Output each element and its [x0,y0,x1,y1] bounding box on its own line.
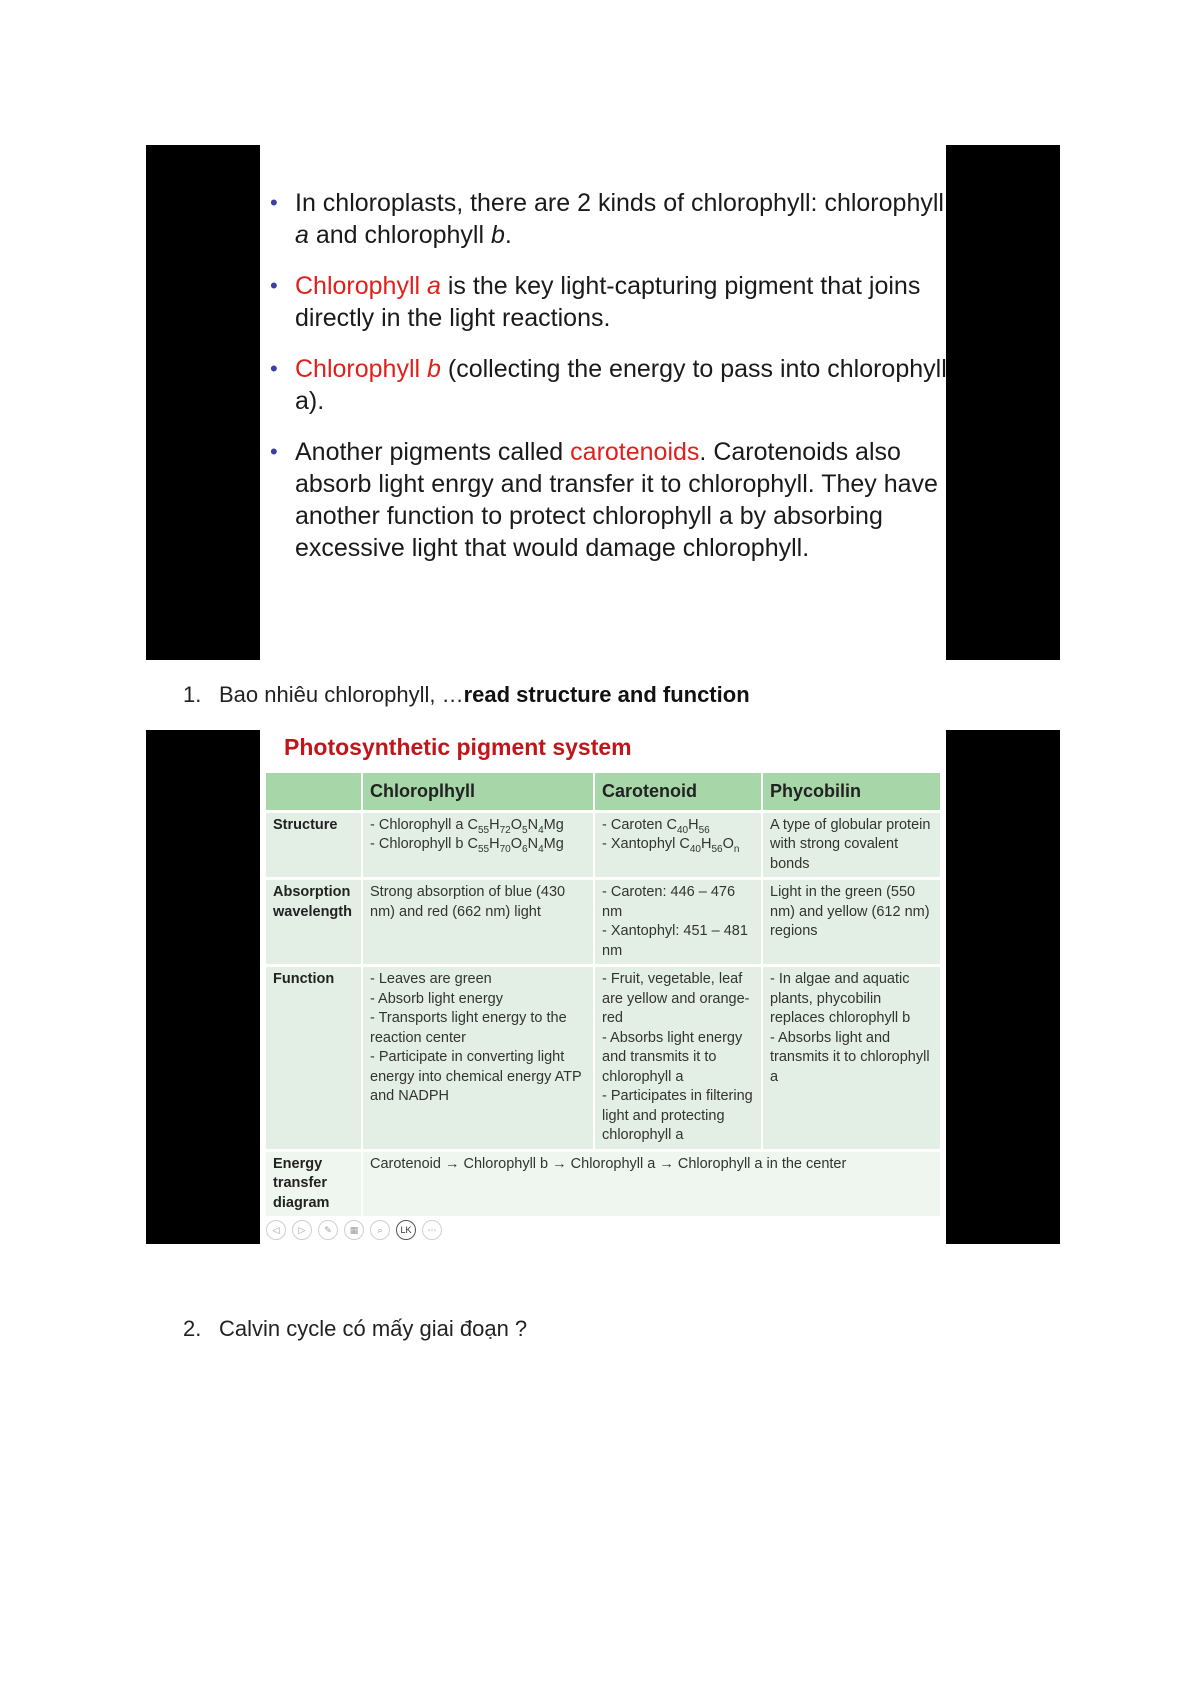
bullet-text-segment: (collecting the energy to pass into chlorophyll a). [295,355,947,415]
table-cell: - Caroten $C_{40}H_{56}$ - Xantophyl $C_{40}H_{56}O_n$ [594,811,762,879]
grid-icon[interactable]: ▦ [344,1220,364,1240]
slide-right-black-bar [946,145,1060,660]
table-row [266,966,941,1151]
zoom-icon[interactable]: ⌕ [370,1220,390,1240]
table-header-cell: Chloroplhyll [362,773,594,811]
table-cell: Light in the green (550 nm) and yellow (612 nm) regions [762,879,941,966]
bullet-dot-icon: • [270,273,278,298]
slide-left-black-bar [146,730,260,1244]
energy-transfer-text: Carotenoid → Chlorophyll b → Chlorophyll a → Chlorophyll a in the center [362,1150,941,1218]
bullet-item [270,353,950,417]
table-cell: - Fruit, vegetable, leaf are yellow and orange-red - Absorbs light energy and transmits it to chlorophyll a - Participates in filtering light and protecting chlorophyll a [594,966,762,1151]
bullet-text-segment: b [427,355,441,383]
table-header-cell: Phycobilin [762,773,941,811]
row-label: Absorption wavelength [266,879,362,966]
table-header-cell: Carotenoid [594,773,762,811]
slide-chlorophyll-types [146,145,1060,660]
table-row [266,879,941,966]
question-2-text: Calvin cycle có mấy giai đoạn ? [219,1316,528,1341]
bullet-text [295,187,950,251]
bullet-text-segment: and chlorophyll [308,221,491,249]
more-icon[interactable]: ⋯ [422,1220,442,1240]
pen-icon[interactable]: ✎ [318,1220,338,1240]
bullet-text [295,270,950,334]
question-1-bold-text: read structure and function [463,682,750,707]
bullet-text-segment: Another pigments called [295,438,571,466]
energy-transfer-row [266,1150,941,1218]
bullet-text [295,436,950,564]
question-1-number: 1. [183,682,202,707]
slide-pigment-system [146,730,1060,1244]
question-2 [183,1316,527,1342]
bullet-item [270,187,950,251]
bullet-list [270,187,950,583]
slide-left-black-bar [146,145,260,660]
bullet-item [270,436,950,564]
bullet-dot-icon: • [270,356,278,381]
question-1-text: Bao nhiêu chlorophyll, … [219,682,464,707]
bullet-text [295,353,950,417]
bullet-text-segment: . Carotenoids also absorb light enrgy and transfer it to chlorophyll. They have another function to protect chlorophyll a by absorbing excessive light that would damage chlorophyll. [295,438,938,562]
bullet-text-segment: a [295,221,309,249]
table-cell: Strong absorption of blue (430 nm) and red (662 nm) light [362,879,594,966]
bullet-text-segment: carotenoids [570,438,700,466]
prev-icon[interactable]: ◁ [266,1220,286,1240]
language-icon[interactable]: LK [396,1220,416,1240]
bullet-text-segment: b [490,221,505,249]
table-header-cell [266,773,362,811]
row-label: Energy transfer diagram [266,1150,362,1218]
table-cell: - Leaves are green - Absorb light energy - Transports light energy to the reaction center - Participate in converting light energy into chemical energy ATP and NADPH [362,966,594,1151]
bullet-text-segment: Chlorophyll [295,272,428,300]
table-cell: - In algae and aquatic plants, phycobilin replaces chlorophyll b - Absorbs light and transmits it to chlorophyll a [762,966,941,1151]
bullet-dot-icon: • [270,190,278,215]
question-1 [183,682,750,708]
slideshow-controls [266,1220,442,1240]
slide-title: Photosynthetic pigment system [284,734,632,760]
table-cell: A type of globular protein with strong covalent bonds [762,811,941,879]
bullet-text-segment: Chlorophyll [295,355,428,383]
bullet-text-segment: In chloroplasts, there are 2 kinds of chlorophyll: chlorophyll [295,189,944,217]
bullet-item [270,270,950,334]
bullet-text-segment: is the key light-capturing pigment that joins directly in the light reactions. [295,272,921,332]
pigment-table [266,773,942,1219]
bullet-text-segment: a [427,272,441,300]
row-label: Structure [266,811,362,879]
slide-right-black-bar [946,730,1060,1244]
table-row [266,811,941,879]
table-cell: - Caroten: 446 – 476 nm - Xantophyl: 451 – 481 nm [594,879,762,966]
next-icon[interactable]: ▷ [292,1220,312,1240]
bullet-dot-icon: • [270,439,278,464]
row-label: Function [266,966,362,1151]
table-header-row [266,773,941,811]
bullet-text-segment: . [504,221,512,249]
question-2-number: 2. [183,1316,202,1341]
table-cell: - Chlorophyll a $C_{55}H_{72}O_5N_4Mg$ - Chlorophyll b $C_{55}H_{70}O_6N_4Mg$ [362,811,594,879]
